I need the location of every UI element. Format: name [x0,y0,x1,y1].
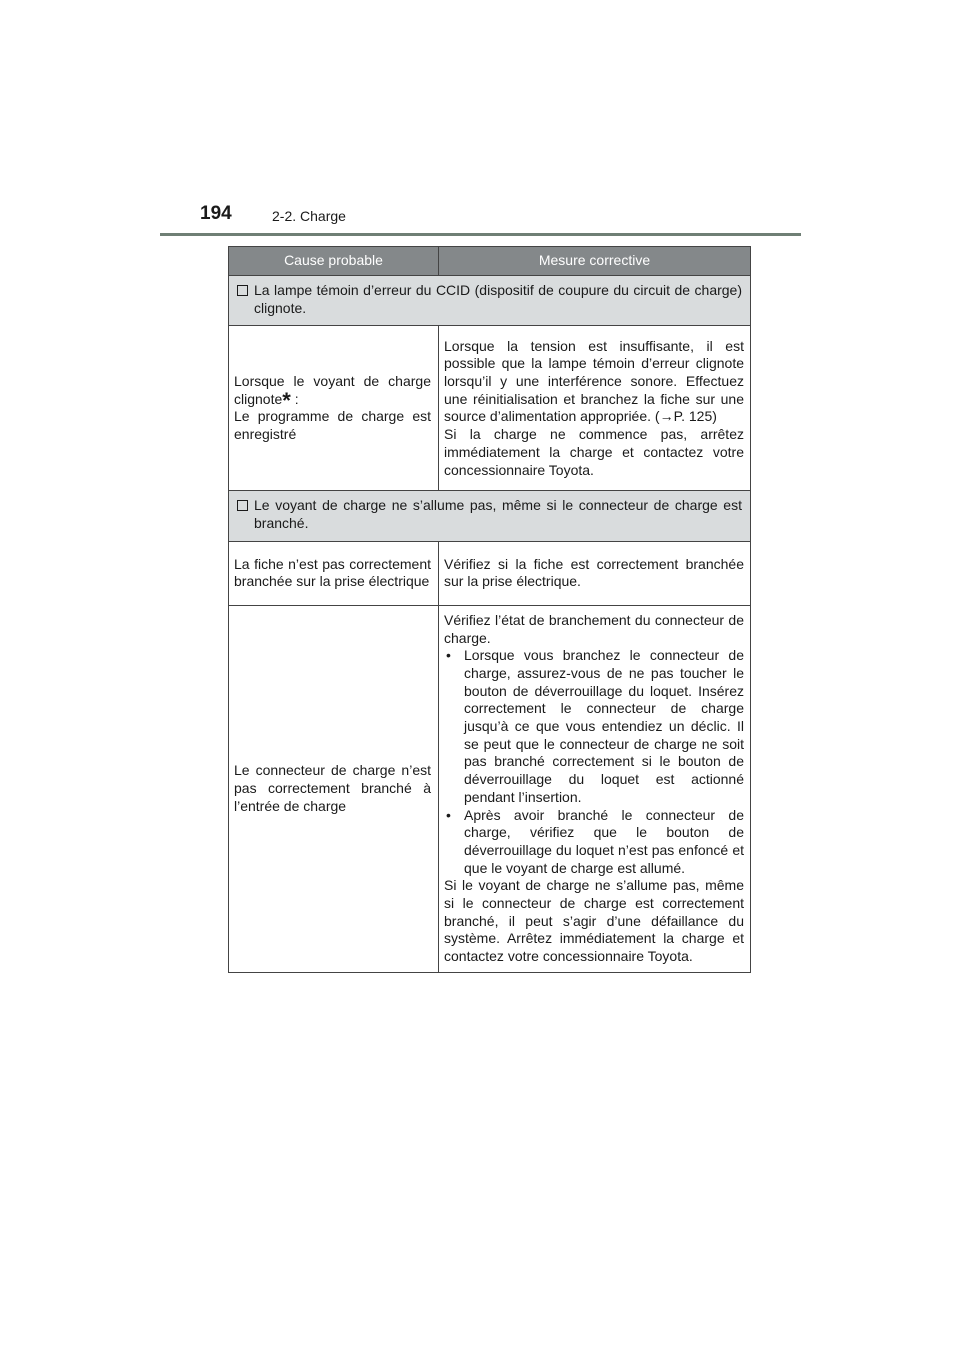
column-header-cause: Cause probable [229,247,439,276]
checkbox-bullet-icon [237,500,248,511]
remedy-paragraph: Vérifiez l’état de branchement du connecteur de charge. [444,611,744,646]
remedy-cell [439,326,751,491]
troubleshooting-table [228,246,751,973]
page-number: 194 [200,203,232,224]
header-divider [160,233,801,236]
group-title: La lampe témoin d’erreur du CCID (dispositif de coupure du circuit de charge) clignote. [254,282,742,316]
cause-text: Lorsque le voyant de charge clignote [234,373,431,407]
remedy-paragraph: Si la charge ne commence pas, arrêtez immédiatement la charge et contactez votre concessionnaire Toyota. [444,426,744,478]
asterisk-note: * [282,387,291,413]
table-row [229,605,751,972]
section-title: 2-2. Charge [272,208,346,224]
list-item: • Après avoir branché le connecteur de charge, vérifiez que le bouton de déverrouillage du loquet n’est pas enfoncé et que le voyant de charge est allumé. [444,807,744,878]
group-title: Le voyant de charge ne s’allume pas, même si le connecteur de charge est branché. [254,497,742,532]
table-header-row [229,247,751,276]
group-row-charge-light [229,491,751,541]
remedy-cell [439,605,751,972]
remedy-bullet-list [444,647,744,877]
cause-text-suffix: : [290,390,299,407]
list-item: • Lorsque vous branchez le connecteur de charge, assurez-vous de ne pas toucher le bouton de déverrouillage du loquet. Insérez correctement le connecteur de charge jusqu’à ce que vous entendiez un déclic. Il se peut que le connecteur de charge ne soit pas branché correctement si le bouton de déverrouillage du loquet est actionné pendant l’insertion. [444,647,744,806]
cause-cell [229,326,439,491]
remedy-paragraph: Vérifiez si la fiche est correctement branchée sur la prise électrique. [444,555,744,590]
remedy-paragraph: Si le voyant de charge ne s’allume pas, même si le connecteur de charge est correctement branché, il peut s’agir d’une défaillance du système. Arrêtez immédiatement la charge et contactez votre concessionnaire Toyota. [444,877,744,965]
table-row [229,326,751,491]
column-header-remedy: Mesure corrective [439,247,751,276]
group-row-ccid [229,276,751,326]
cause-text: Le connecteur de charge n’est pas correctement branché à l’entrée de charge [234,762,431,814]
table-row [229,541,751,605]
cause-cell [229,605,439,972]
cause-cell [229,541,439,605]
checkbox-bullet-icon [237,285,248,296]
remedy-paragraph: Lorsque la tension est insuffisante, il est possible que la lampe témoin d’erreur clignote lorsqu’il y une interférence sonore. Effectuez une réinitialisation et branchez la fiche sur une source d’alimentation appropriée. (→P. 125) [444,337,744,425]
cause-text: La fiche n’est pas correctement branchée sur la prise électrique [234,555,431,590]
remedy-cell [439,541,751,605]
group-heading-ccid [229,276,751,326]
cause-text-second: Le programme de charge est enregistré [234,408,431,443]
page-header [0,0,960,240]
group-heading-charge-light [229,491,751,541]
